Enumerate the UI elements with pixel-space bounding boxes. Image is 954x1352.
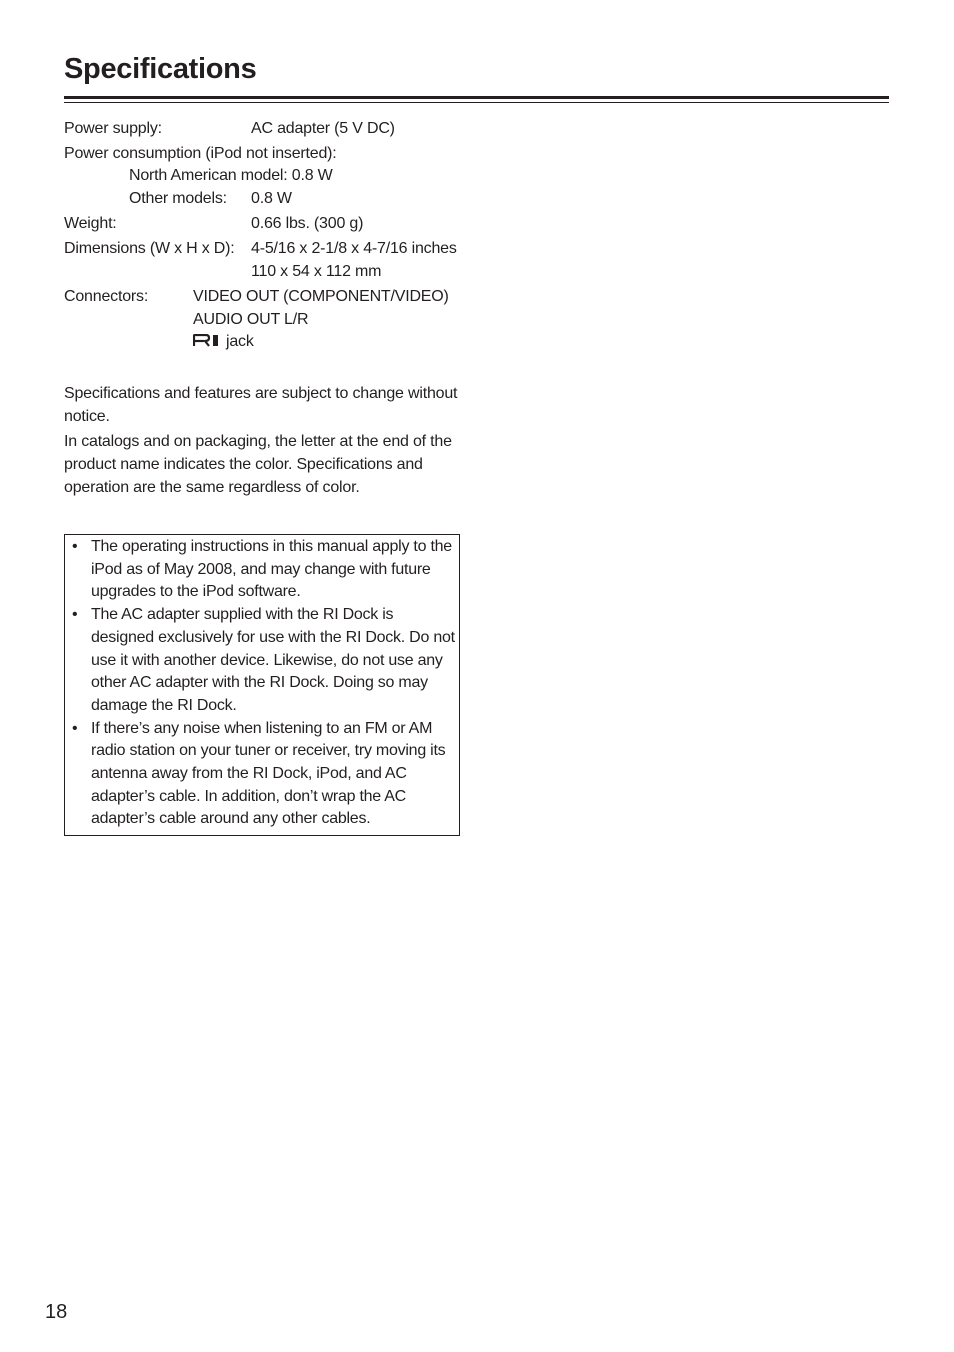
ri-logo-icon: [193, 334, 220, 347]
connector-video-out: VIDEO OUT (COMPONENT/VIDEO): [193, 288, 449, 305]
dimensions-mm: 110 x 54 x 112 mm: [251, 263, 382, 280]
bullet-icon: •: [72, 538, 78, 555]
page-title: Specifications: [64, 53, 257, 85]
weight-label: Weight:: [64, 215, 117, 232]
list-item: [65, 718, 461, 832]
list-item: [65, 604, 461, 718]
bullet-icon: •: [72, 719, 78, 737]
power-consumption-label: Power consumption (iPod not inserted):: [64, 145, 337, 162]
color-notice-paragraph: In catalogs and on packaging, the letter at the end of the product name indicates the color. Specifications and operation are the same regardless of color.: [64, 433, 452, 496]
connector-audio-out: AUDIO OUT L/R: [193, 311, 309, 328]
power-supply-value: AC adapter (5 V DC): [251, 120, 395, 137]
other-models-value: 0.8 W: [251, 190, 292, 207]
other-models-label: Other models:: [129, 190, 227, 207]
dimensions-label: Dimensions (W x H x D):: [64, 240, 235, 257]
power-supply-label: Power supply:: [64, 120, 162, 137]
ri-jack-label: jack: [226, 333, 254, 350]
note-text: The operating instructions in this manual apply to the iPod as of May 2008, and may change with future upgrades to the iPod software.: [91, 538, 452, 601]
connector-ri-jack: [193, 331, 254, 353]
notes-box: [64, 534, 460, 836]
note-text: If there’s any noise when listening to an FM or AM radio station on your tuner or receiver, try moving its antenna away from the RI Dock, iPod, and AC adapter’s cable. In addition, don’t wrap the AC adapter’s cable around any other cables.: [91, 719, 446, 828]
na-model-consumption: North American model: 0.8 W: [129, 167, 333, 184]
bullet-icon: •: [72, 606, 78, 624]
change-notice-paragraph: Specifications and features are subject to change without notice.: [64, 385, 458, 425]
page-number: 18: [45, 1301, 68, 1323]
notes-list: [65, 536, 461, 831]
weight-value: 0.66 lbs. (300 g): [251, 215, 364, 232]
title-rule-thick: [64, 96, 889, 99]
title-rule-thin: [64, 102, 889, 103]
dimensions-inches: 4-5/16 x 2-1/8 x 4-7/16 inches: [251, 240, 457, 257]
note-text: The AC adapter supplied with the RI Dock is designed exclusively for use with the RI Dock. Do not use it with another device. Likewise, do not use any other AC adapter with the RI Dock. Doing so may damage the RI Dock.: [91, 606, 455, 714]
connectors-label: Connectors:: [64, 288, 149, 305]
list-item: [65, 536, 461, 604]
